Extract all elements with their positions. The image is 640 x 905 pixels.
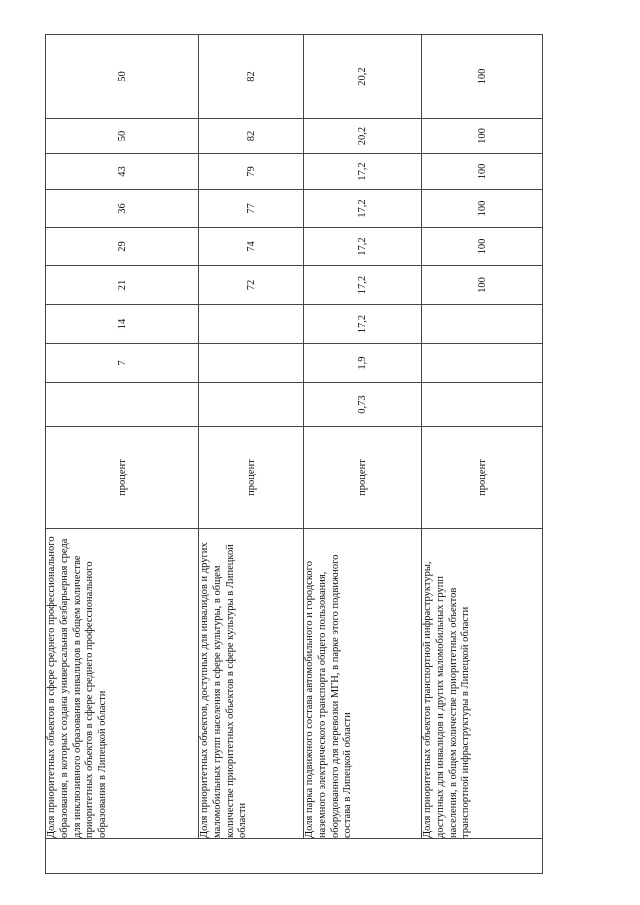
value-cell: 17,2 <box>304 154 422 190</box>
indicators-table <box>45 34 543 874</box>
table-row <box>304 35 422 874</box>
value-cell: 82 <box>199 119 304 154</box>
value-cell: 17,2 <box>304 228 422 266</box>
value-cell: 29 <box>46 228 199 266</box>
indicator-name: Доля приоритетных объектов в сфере среднего профессионального образования, в которых создана универсальная безбарьерная среда для инклюзивного образования инвалидов в общем количестве приоритетных объектов в сфере среднего профессионального образования в Липецкой области <box>46 529 199 839</box>
value-cell: 17,2 <box>304 266 422 305</box>
value-cell <box>422 305 543 344</box>
value-cell: 100 <box>422 228 543 266</box>
value-cell: 77 <box>199 190 304 228</box>
indicator-name: Доля приоритетных объектов, доступных для инвалидов и других маломобильных групп населения в сфере культуры, в общем количестве приоритетных объектов в сфере культуры в Липецкой области <box>199 529 304 839</box>
unit-cell: процент <box>304 427 422 529</box>
value-cell: 74 <box>199 228 304 266</box>
value-cell: 1,9 <box>304 344 422 383</box>
value-cell <box>46 383 199 427</box>
value-cell <box>199 305 304 344</box>
value-cell: 50 <box>46 35 199 119</box>
value-cell: 36 <box>46 190 199 228</box>
table-row <box>422 35 543 874</box>
indicator-name: Доля парка подвижного состава автомобильного и городского наземного электрического транспорта общего пользования, оборудованного для перевозки МГН, в парке этого подвижного состава в Липецкой области <box>304 529 422 839</box>
value-cell: 100 <box>422 119 543 154</box>
value-cell: 17,2 <box>304 190 422 228</box>
unit-cell: процент <box>46 427 199 529</box>
value-cell: 50 <box>46 119 199 154</box>
value-cell: 72 <box>199 266 304 305</box>
rotated-table-container <box>45 35 542 874</box>
value-cell <box>422 383 543 427</box>
value-cell: 100 <box>422 190 543 228</box>
value-cell: 14 <box>46 305 199 344</box>
table-row <box>46 35 199 874</box>
value-cell: 100 <box>422 154 543 190</box>
value-cell: 7 <box>46 344 199 383</box>
value-cell: 0,73 <box>304 383 422 427</box>
indicator-name: Доля приоритетных объектов транспортной инфраструктуры, доступных для инвалидов и других маломобильных групп населения, в общем количестве приоритетных объектов транспортной инфраструктуры в Липецкой области <box>422 529 543 839</box>
value-cell: 17,2 <box>304 305 422 344</box>
value-cell: 20,2 <box>304 119 422 154</box>
value-cell: 21 <box>46 266 199 305</box>
value-cell: 100 <box>422 35 543 119</box>
value-cell: 43 <box>46 154 199 190</box>
value-cell <box>422 344 543 383</box>
empty-left-cell <box>46 839 543 874</box>
unit-cell: процент <box>422 427 543 529</box>
table-row <box>199 35 304 874</box>
value-cell: 82 <box>199 35 304 119</box>
value-cell <box>199 383 304 427</box>
value-cell: 100 <box>422 266 543 305</box>
value-cell: 20,2 <box>304 35 422 119</box>
unit-cell: процент <box>199 427 304 529</box>
value-cell: 79 <box>199 154 304 190</box>
value-cell <box>199 344 304 383</box>
